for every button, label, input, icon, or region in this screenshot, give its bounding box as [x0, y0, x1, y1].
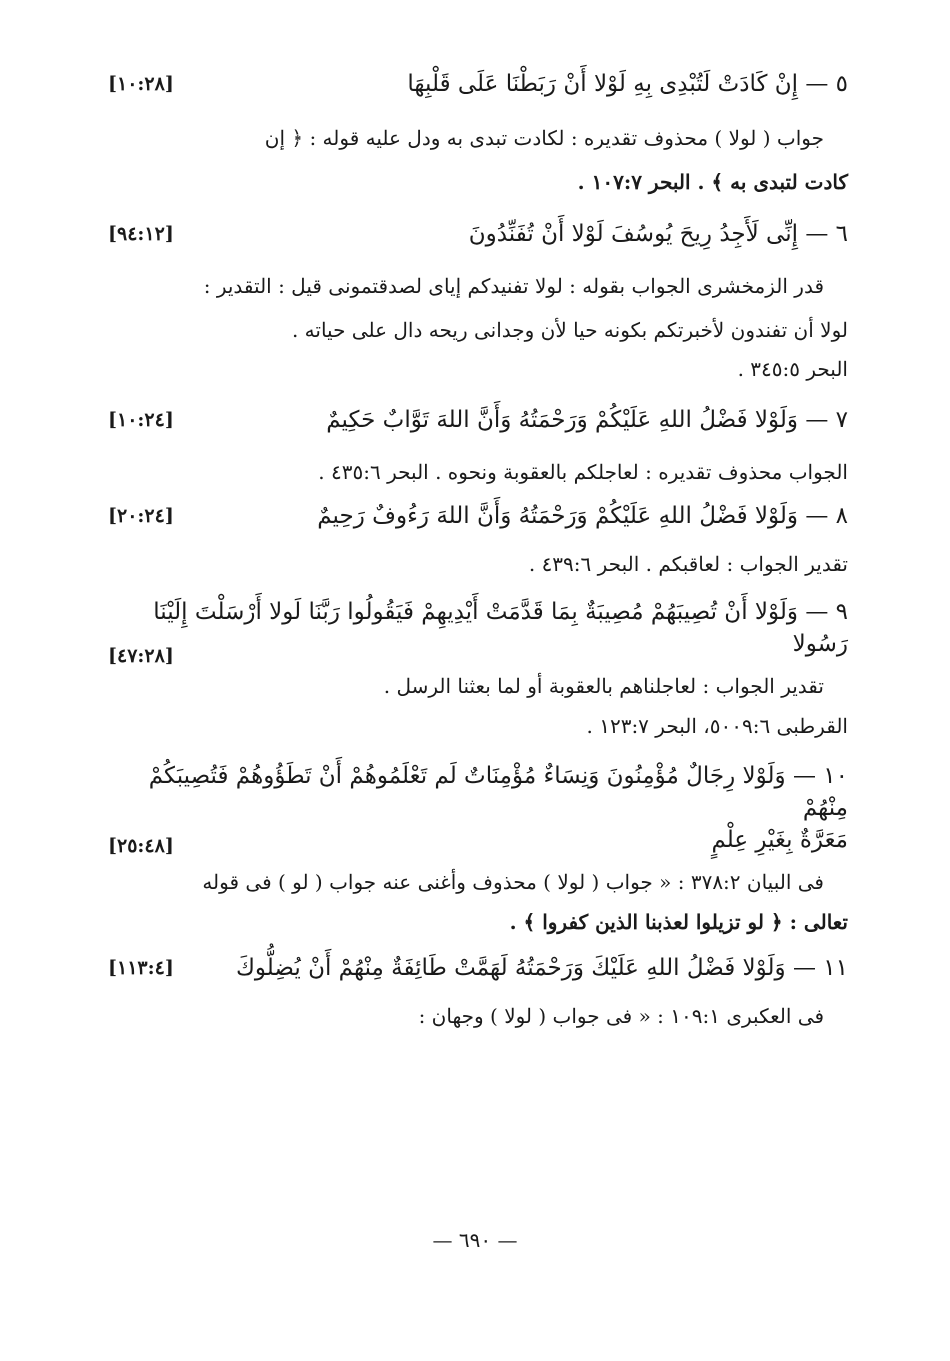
verse-line [108, 500, 848, 532]
note-line: الجواب محذوف تقديره : لعاجلكم بالعقوبة ونحوه . البحر ٤٣٥:٦ . [318, 460, 848, 484]
verse-text: ٩ — وَلَوْلا أَنْ تُصِيبَهُمْ مُصِيبَةٌ بِمَا قَدَّمَتْ أَيْدِيهِمْ فَيَقُولُوا رَبَّنَا لَولا أَرْسَلْتَ إِلَيْنَا [153, 599, 848, 625]
page-body [108, 68, 848, 1038]
verse-reference: [٢٠:٢٤] [108, 505, 174, 527]
verse-reference: [٤٧:٢٨] [108, 645, 174, 667]
verse-reference: [٩٤:١٢] [108, 223, 174, 245]
note-line: كادت لتبدى به ﴾ . البحر ١٠٧:٧ . [577, 170, 848, 194]
verse-text: ٥ — إِنْ كَادَتْ لَتُبْدِى بِهِ لَوْلا أَنْ رَبَطْنَا عَلَى قَلْبِهَا [407, 71, 848, 97]
verse-text-continued: رَسُولا [792, 631, 848, 657]
note-line: لولا أن تفندون لأخبرتكم بكونه حيا لأن وجدانى ريحه دال على حياته . [291, 318, 848, 342]
verse-text: ٦ — إِنِّى لَأَجِدُ رِيحَ يُوسُفَ لَوْلا أَنْ تُفَنِّدُونَ [468, 221, 848, 247]
verse-text: ٧ — وَلَوْلا فَضْلُ اللهِ عَلَيْكُمْ وَرَحْمَتُهُ وَأَنَّ اللهَ تَوَّابٌ حَكِيمٌ [326, 407, 848, 433]
note-paragraph [108, 994, 848, 1038]
verse-continuation-line [108, 824, 848, 856]
verse-line [108, 218, 848, 250]
verse-line [108, 952, 848, 984]
note-line: تعالى : ﴿ لو تزيلوا لعذبنا الذين كفروا ﴾ . [509, 910, 848, 934]
verse-reference: [١٠:٢٨] [108, 73, 174, 95]
note-line: البحر ٣٤٥:٥ . [737, 357, 848, 381]
note-line: فى البيان ٣٧٨:٢ : « جواب ( لولا ) محذوف وأغنى عنه جواب ( لو ) فى قوله [202, 870, 824, 894]
note-line: تقدير الجواب : لعاقبكم . البحر ٤٣٩:٦ . [528, 552, 848, 576]
note-paragraph [108, 450, 848, 494]
verse-reference: [١٠:٢٤] [108, 409, 174, 431]
page-number: — ٦٩٠ — [432, 1228, 518, 1252]
verse-line [108, 68, 848, 100]
verse-text: ١١ — وَلَوْلا فَضْلُ اللهِ عَلَيْكَ وَرَحْمَتُهُ لَهَمَّتْ طَائِفَةٌ مِنْهُمْ أَنْ يُضِلُّوكَ [235, 955, 848, 981]
note-line: جواب ( لولا ) محذوف تقديره : لكادت تبدى به ودل عليه قوله : ﴿ إن [264, 126, 824, 150]
note-paragraph [108, 666, 848, 746]
verse-line [108, 404, 848, 436]
verse-reference: [١١٣:٤] [108, 957, 174, 979]
note-paragraph [108, 862, 848, 942]
note-paragraph [108, 264, 848, 386]
note-line: فى العكبرى ١٠٩:١ : « فى جواب ( لولا ) وجهان : [418, 1004, 824, 1028]
verse-text: ١٠ — وَلَوْلا رِجَالٌ مُؤْمِنُونَ وَنِسَاءٌ مُؤْمِنَاتٌ لَم تَعْلَمُوهُمْ أَنْ تَطَؤُوهُمْ فَتُصِيبَكُمْ مِنْهُمْ [148, 763, 848, 821]
note-line: قدر الزمخشرى الجواب بقوله : لولا تفنيدكم إياى لصدقتمونى قيل : التقدير : [203, 274, 824, 298]
verse-reference: [٢٥:٤٨] [108, 835, 174, 857]
note-line: القرطبى ٥٠٠٩:٦، البحر ١٢٣:٧ . [586, 714, 848, 738]
verse-text-continued: مَعَرَّةٌ بِغَيْرِ عِلْمٍ [711, 827, 848, 853]
note-paragraph [108, 542, 848, 586]
note-line: تقدير الجواب : لعاجلناهم بالعقوبة أو لما بعثنا الرسل . [383, 674, 824, 698]
verse-line [108, 596, 848, 667]
note-paragraph [108, 116, 848, 204]
verse-continuation-line [108, 628, 848, 667]
verse-line [108, 760, 848, 856]
verse-text: ٨ — وَلَوْلا فَضْلُ اللهِ عَلَيْكُمْ وَرَحْمَتُهُ وَأَنَّ اللهَ رَءُوفٌ رَحِيمٌ [317, 503, 848, 529]
